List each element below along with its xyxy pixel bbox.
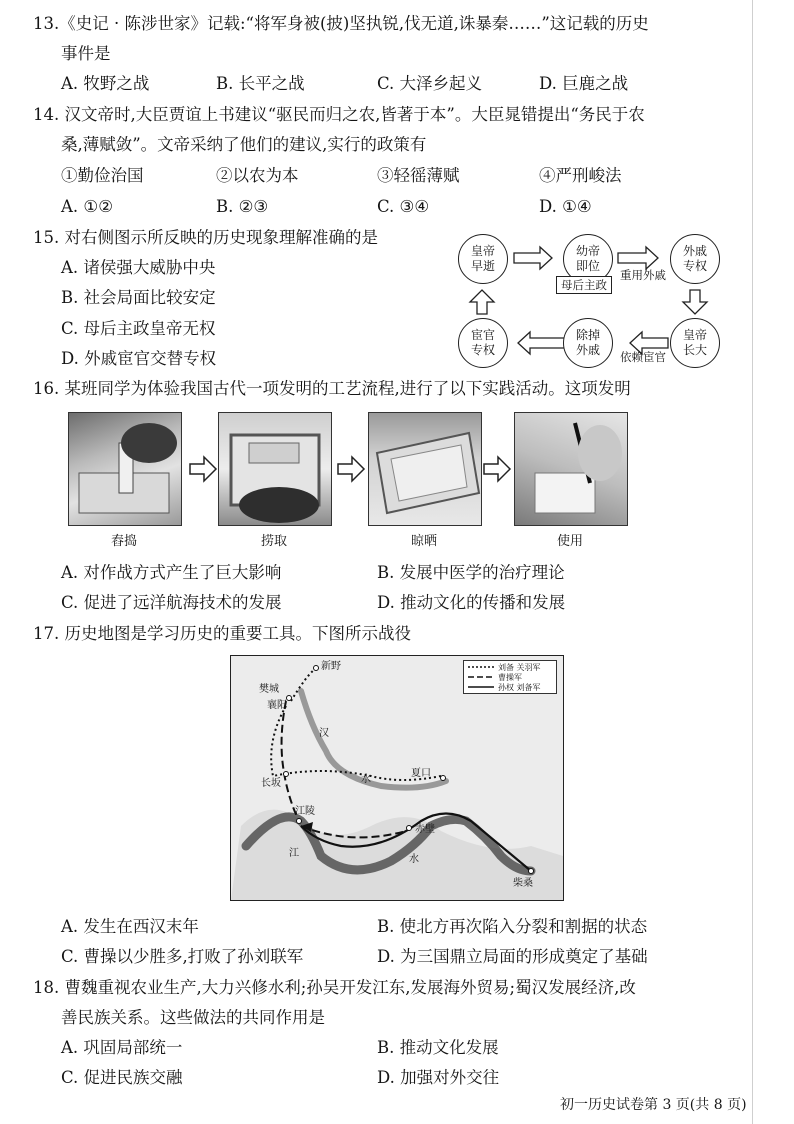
box-empress-dowager: 母后主政	[556, 276, 612, 294]
q17-option-a[interactable]: A. 发生在西汉末年	[61, 917, 199, 936]
arrow-icon	[188, 454, 218, 484]
q14-stem-line1: 14. 汉文帝时,大臣贾谊上书建议“驱民而归之农,皆著于本”。大臣晁错提出“务民于农	[33, 105, 645, 124]
photo-pounding	[68, 412, 182, 526]
photo-scooping	[218, 412, 332, 526]
q18-option-b[interactable]: B. 推动文化发展	[377, 1038, 499, 1057]
caption-drying: 晾晒	[410, 534, 437, 549]
photo-pounding-art	[69, 413, 181, 525]
legend-liubei: 刘备 关羽军	[498, 663, 541, 672]
q15-option-b[interactable]: B. 社会局面比较安定	[61, 288, 216, 307]
map-legend	[463, 660, 557, 694]
place-xiangyang: 襄阳	[267, 700, 287, 711]
q15-option-d[interactable]: D. 外戚宦官交替专权	[61, 349, 217, 368]
arrow-icon	[336, 454, 366, 484]
place-jiangling: 江陵	[295, 806, 315, 817]
q14-item-3: ③轻徭薄赋	[377, 166, 460, 185]
river-label-han: 汉	[319, 728, 329, 739]
q14-item-4: ④严刑峻法	[539, 166, 622, 185]
photo-using	[514, 412, 628, 526]
caption-scooping: 捞取	[260, 534, 287, 549]
q14-item-2: ②以农为本	[216, 166, 299, 185]
place-changban: 长坂	[261, 778, 281, 789]
page-footer: 初一历史试卷第 3 页(共 8 页)	[560, 1097, 747, 1113]
q14-option-c[interactable]: C. ③④	[377, 197, 430, 216]
q14-option-b[interactable]: B. ②③	[216, 197, 269, 216]
node-emperor-grows: 皇帝长大	[670, 318, 720, 368]
node-emperor-died-young: 皇帝早逝	[458, 234, 508, 284]
photo-scooping-art	[219, 413, 331, 525]
q16-option-d[interactable]: D. 推动文化的传播和发展	[377, 593, 566, 612]
label-rely-consort: 重用外戚	[620, 268, 666, 282]
battle-map	[230, 655, 564, 901]
q17-option-d[interactable]: D. 为三国鼎立局面的形成奠定了基础	[377, 947, 648, 966]
q15-option-c[interactable]: C. 母后主政皇帝无权	[61, 319, 216, 338]
q13-option-d[interactable]: D. 巨鹿之战	[539, 74, 629, 93]
q18-stem-line1: 18. 曹魏重视农业生产,大力兴修水利;孙吴开发江东,发展海外贸易;蜀汉发展经济,改	[33, 978, 636, 997]
node-eunuch-power: 宦官专权	[458, 318, 508, 368]
photo-using-art	[515, 413, 627, 525]
river-label-shui-1: 水	[361, 774, 371, 785]
q13-stem-line1: 13.《史记 · 陈涉世家》记载:“将军身被(披)坚执锐,伐无道,诛暴秦……”这记载的历史	[33, 14, 649, 33]
q15-option-a[interactable]: A. 诸侯强大威胁中央	[61, 258, 216, 277]
place-chibi: 赤壁	[415, 824, 435, 835]
legend-sunliu: 孙权 刘备军	[498, 683, 541, 692]
node-remove-consort: 除掉外戚	[563, 318, 613, 368]
caption-pounding: 舂捣	[110, 534, 137, 549]
q14-option-d[interactable]: D. ①④	[539, 197, 592, 216]
q13-option-b[interactable]: B. 长平之战	[216, 74, 305, 93]
label-rely-eunuch: 依赖宦官	[620, 350, 666, 364]
q13-option-c[interactable]: C. 大泽乡起义	[377, 74, 483, 93]
q15-stem: 15. 对右侧图示所反映的历史现象理解准确的是	[33, 228, 378, 247]
margin-line	[752, 0, 753, 1124]
q18-option-d[interactable]: D. 加强对外交往	[377, 1068, 500, 1087]
node-child-emperor: 幼帝即位	[563, 234, 613, 284]
q13-stem-line2: 事件是	[61, 44, 111, 63]
q16-option-b[interactable]: B. 发展中医学的治疗理论	[377, 563, 565, 582]
q17-stem: 17. 历史地图是学习历史的重要工具。下图所示战役	[33, 624, 411, 643]
photo-drying-art	[369, 413, 481, 525]
q13-option-a[interactable]: A. 牧野之战	[61, 74, 150, 93]
q17-option-c[interactable]: C. 曹操以少胜多,打败了孙刘联军	[61, 947, 304, 966]
q14-item-1: ①勤俭治国	[61, 166, 144, 185]
place-chaisang: 柴桑	[513, 878, 533, 889]
q16-stem: 16. 某班同学为体验我国古代一项发明的工艺流程,进行了以下实践活动。这项发明	[33, 379, 631, 398]
arrow-icon	[482, 454, 512, 484]
q18-stem-line2: 善民族关系。这些做法的共同作用是	[61, 1008, 325, 1027]
river-label-shui-2: 水	[409, 854, 419, 865]
photo-drying	[368, 412, 482, 526]
node-consort-power: 外戚专权	[670, 234, 720, 284]
q16-option-a[interactable]: A. 对作战方式产生了巨大影响	[61, 563, 282, 582]
q16-option-c[interactable]: C. 促进了远洋航海技术的发展	[61, 593, 282, 612]
q18-option-c[interactable]: C. 促进民族交融	[61, 1068, 183, 1087]
place-xinye: 新野	[321, 661, 341, 672]
river-label-jiang: 江	[289, 848, 299, 859]
place-fancheng: 樊城	[259, 684, 279, 695]
caption-using: 使用	[556, 534, 583, 549]
legend-caocao: 曹操军	[498, 673, 522, 682]
q18-option-a[interactable]: A. 巩固局部统一	[61, 1038, 183, 1057]
q14-stem-line2: 桑,薄赋敛”。文帝采纳了他们的建议,实行的政策有	[61, 135, 427, 154]
place-xiakou: 夏口	[411, 768, 431, 779]
q17-option-b[interactable]: B. 使北方再次陷入分裂和割据的状态	[377, 917, 648, 936]
q14-option-a[interactable]: A. ①②	[61, 197, 113, 216]
